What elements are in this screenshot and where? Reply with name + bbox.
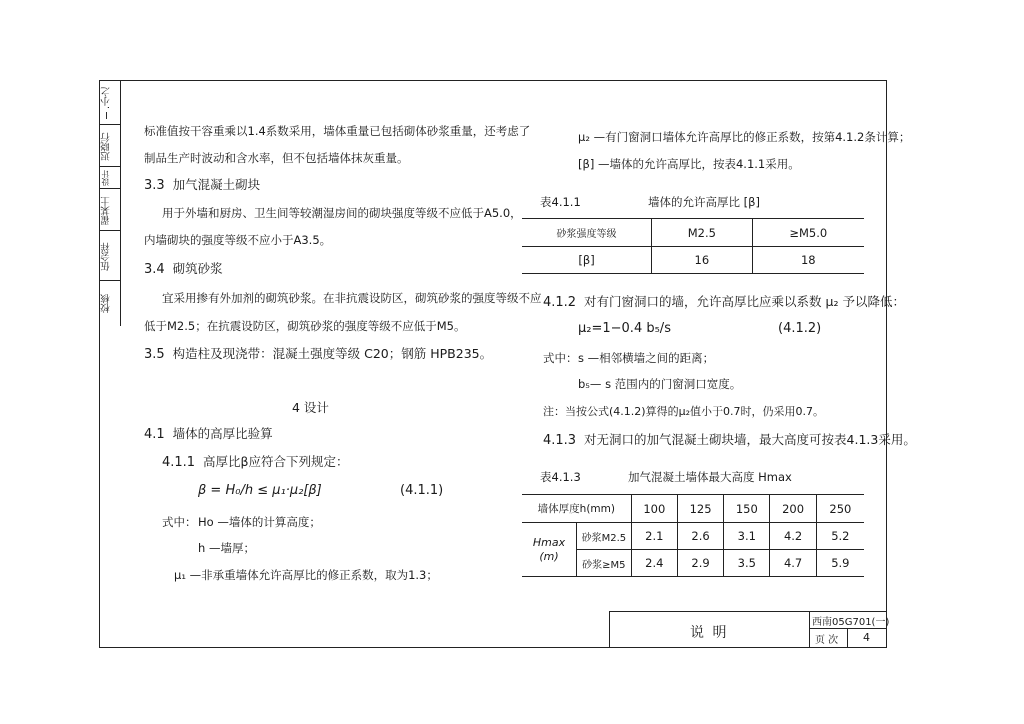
section-3-4-line-1: 宜采用掺有外加剂的砌筑砂浆。在非抗震设防区，砌筑砂浆的强度等级不应 bbox=[162, 291, 542, 305]
where-mu1: μ₁ —非承重墙体允许高厚比的修正系数，取为1.3； bbox=[174, 568, 438, 582]
table-cell: 3.5 bbox=[724, 550, 770, 577]
section-title: 加气混凝土砌块 bbox=[172, 177, 261, 192]
table-col-header: 250 bbox=[816, 495, 864, 523]
section-number: 3.3 bbox=[144, 178, 165, 193]
section-title: 砌筑砂浆 bbox=[172, 261, 223, 276]
section-4-1-heading bbox=[144, 427, 273, 442]
strip-cell bbox=[99, 167, 120, 189]
table-header-cell: M2.5 bbox=[652, 219, 752, 247]
table-row-label: 砂浆M2.5 bbox=[577, 523, 632, 550]
table-row-header: Hmax (m) bbox=[522, 523, 577, 577]
strip-cell bbox=[99, 281, 120, 326]
section-3-4-line-2: 低于M2.5；在抗震设防区，砌筑砂浆的强度等级不应低于M5。 bbox=[144, 319, 466, 333]
section-text: 构造柱及现浇带：混凝土强度等级 C20；钢筋 HPB235。 bbox=[172, 346, 493, 361]
table-row bbox=[522, 247, 864, 274]
strip-cell bbox=[99, 125, 120, 167]
table-cell: 16 bbox=[652, 247, 752, 274]
table-cell: 4.2 bbox=[770, 523, 816, 550]
strip-name-3: 伍会祥 bbox=[101, 242, 112, 272]
atlas-number: 西南05G701(一) bbox=[812, 617, 890, 628]
section-number: 4.1.3 bbox=[543, 433, 577, 448]
table-cell: [β] bbox=[522, 247, 652, 274]
formula-4-1-2: μ₂=1−0.4 b₅/s bbox=[578, 321, 671, 336]
signature-1: Ⅰ.小之 bbox=[101, 86, 112, 120]
section-4-1-2-heading bbox=[543, 295, 905, 310]
table-row-label: 砂浆≥M5 bbox=[577, 550, 632, 577]
para-1-line-1: 标准值按干容重乘以1.4系数采用，墙体重量已包括砌体砂浆重量，还考虑了 bbox=[144, 124, 531, 138]
drawing-title: 说 明 bbox=[690, 625, 729, 641]
where-label: 式中： bbox=[162, 515, 197, 529]
strip-cell bbox=[99, 189, 120, 231]
note: 注：当按公式(4.1.2)算得的μ₂值小于0.7时，仍采用0.7。 bbox=[543, 405, 824, 418]
table-cell: 5.9 bbox=[816, 550, 864, 577]
para-1-line-2: 制品生产时波动和含水率，但不包括墙体抹灰重量。 bbox=[144, 151, 409, 165]
table-cell: 3.1 bbox=[724, 523, 770, 550]
section-title: 墙体的高厚比验算 bbox=[172, 426, 273, 441]
formula-number: (4.1.1) bbox=[400, 483, 444, 498]
page-number-cell bbox=[848, 629, 886, 647]
section-3-3-heading bbox=[144, 178, 260, 193]
table-col-header: 200 bbox=[770, 495, 816, 523]
table-col-header: 100 bbox=[631, 495, 677, 523]
section-title: 高厚比β应符合下列规定： bbox=[203, 454, 349, 469]
atlas-cell bbox=[810, 612, 890, 629]
table-header-cell: 墙体厚度h(mm) bbox=[522, 495, 631, 523]
section-text: 对有门窗洞口的墙，允许高厚比应乘以系数 μ₂ 予以降低： bbox=[584, 294, 905, 309]
section-4-1-3-heading bbox=[543, 433, 916, 448]
signature-strip bbox=[99, 80, 121, 326]
table-cell: 4.7 bbox=[770, 550, 816, 577]
where-h0: Ho —墙体的计算高度； bbox=[198, 515, 321, 529]
table-col-header: 150 bbox=[724, 495, 770, 523]
section-number: 4.1.1 bbox=[162, 455, 196, 470]
table-cell: 2.1 bbox=[631, 523, 677, 550]
signature-2: 翟某土 bbox=[101, 196, 112, 226]
strip-name-1: 迟晓行 bbox=[101, 132, 112, 162]
section-3-3-line-1: 用于外墙和厨房、卫生间等较潮湿房间的砌块强度等级不应低于A5.0， bbox=[162, 206, 522, 220]
page-number: 4 bbox=[863, 631, 870, 644]
table-row bbox=[522, 219, 864, 247]
section-4-1-1-heading bbox=[162, 455, 349, 470]
section-text: 对无洞口的加气混凝土砌块墙，最大高度可按表4.1.3采用。 bbox=[584, 432, 916, 447]
strip-cell bbox=[99, 80, 120, 125]
section-3-5-heading bbox=[144, 347, 492, 362]
section-number: 3.4 bbox=[144, 262, 165, 277]
chapter-4-heading: 4 设计 bbox=[292, 400, 329, 415]
table-cell: 5.2 bbox=[816, 523, 864, 550]
where2-bs: b₅— s 范围内的门窗洞口宽度。 bbox=[578, 377, 742, 391]
page-label-cell bbox=[810, 629, 848, 647]
page-label: 页 次 bbox=[815, 635, 839, 646]
section-number: 3.5 bbox=[144, 347, 165, 362]
title-block bbox=[609, 611, 890, 648]
strip-cell bbox=[99, 231, 120, 281]
table-cell: 2.4 bbox=[631, 550, 677, 577]
strip-name-2: 设计 bbox=[101, 170, 110, 186]
where2-s: s —相邻横墙之间的距离； bbox=[578, 351, 715, 365]
section-3-3-line-2: 内墙砌块的强度等级不应小于A3.5。 bbox=[144, 233, 332, 247]
table-cell: 18 bbox=[752, 247, 864, 274]
where-h: h —墙厚； bbox=[198, 541, 255, 555]
strip-name-4: 校核 bbox=[101, 294, 112, 314]
beta-definition: [β] —墙体的允许高厚比，按表4.1.1采用。 bbox=[578, 157, 800, 171]
table-4-1-3-label: 表4.1.3 bbox=[540, 470, 581, 484]
table-col-header: 125 bbox=[677, 495, 723, 523]
where2-label: 式中： bbox=[543, 351, 578, 365]
table-4-1-1-title: 墙体的允许高厚比 [β] bbox=[648, 195, 760, 209]
table-header-cell: ≥M5.0 bbox=[752, 219, 864, 247]
table-row bbox=[522, 495, 864, 523]
table-cell: 2.6 bbox=[677, 523, 723, 550]
table-cell: 2.9 bbox=[677, 550, 723, 577]
table-row bbox=[522, 523, 864, 550]
table-4-1-1-label: 表4.1.1 bbox=[540, 195, 581, 209]
mu2-definition: μ₂ —有门窗洞口墙体允许高厚比的修正系数，按第4.1.2条计算； bbox=[578, 130, 911, 144]
formula-number: (4.1.2) bbox=[778, 321, 822, 336]
title-cell bbox=[610, 612, 810, 647]
formula-4-1-1: β = H₀/h ≤ μ₁·μ₂[β] bbox=[198, 483, 322, 498]
table-header-cell: 砂浆强度等级 bbox=[522, 219, 652, 247]
table-4-1-3-title: 加气混凝土墙体最大高度 Hmax bbox=[628, 470, 792, 484]
section-3-4-heading bbox=[144, 262, 223, 277]
section-number: 4.1 bbox=[144, 427, 165, 442]
section-number: 4.1.2 bbox=[543, 295, 577, 310]
table-4-1-1 bbox=[522, 218, 864, 274]
table-4-1-3 bbox=[522, 494, 864, 577]
